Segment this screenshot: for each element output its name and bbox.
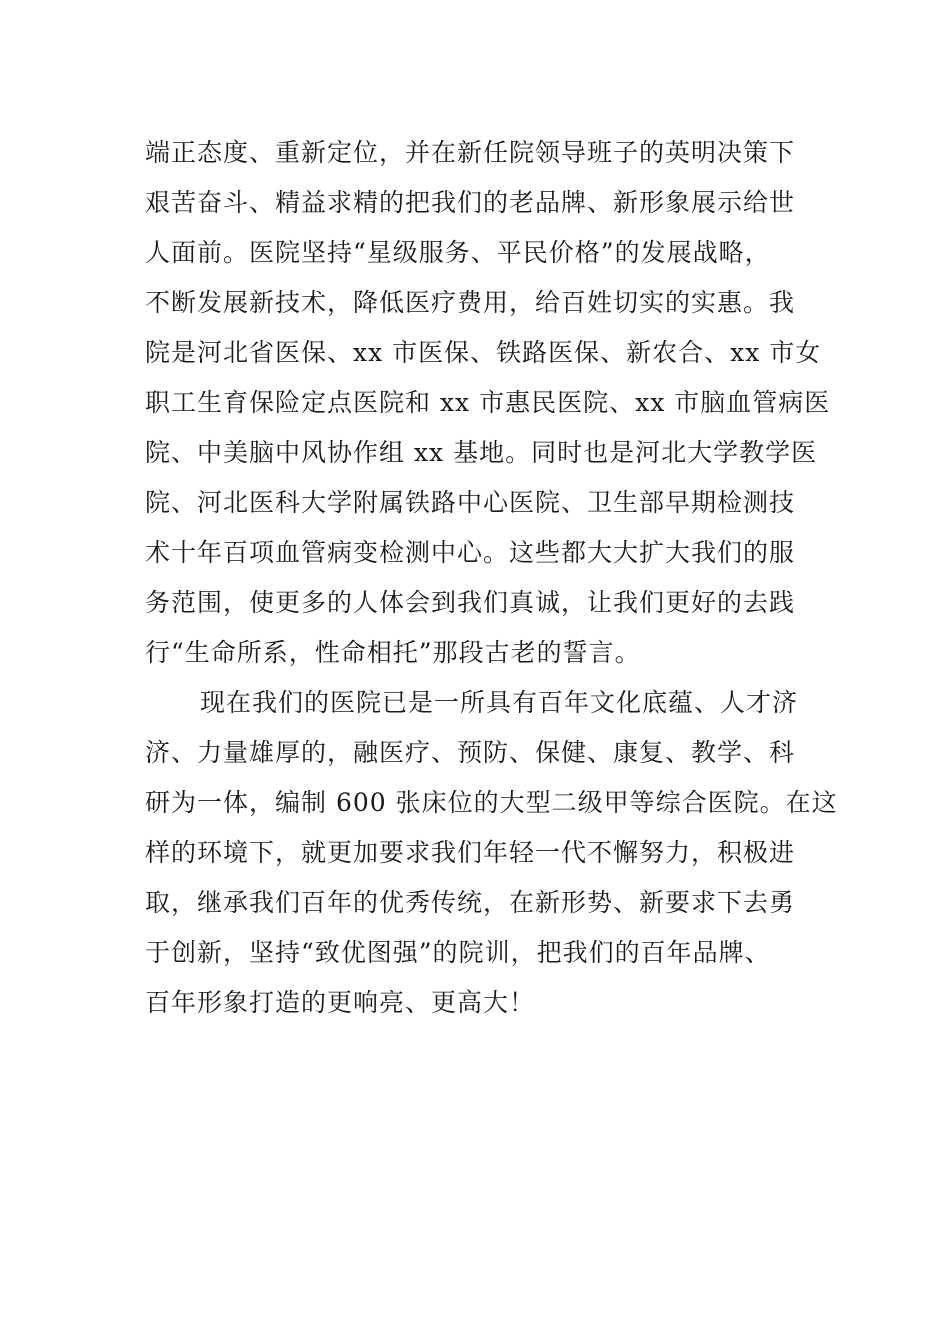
paragraph-line: 艰苦奋斗、精益求精的把我们的老品牌、新形象展示给世 (145, 188, 796, 217)
paragraph-line: 院是河北省医保、xx 市医保、铁路医保、新农合、xx 市女 (145, 338, 822, 367)
paragraph-2 (145, 678, 838, 1028)
paragraph-line: 济、力量雄厚的，融医疗、预防、保健、康复、教学、科 (145, 738, 796, 767)
paragraph-line: 院、中美脑中风协作组 xx 基地。同时也是河北大学教学医 (145, 438, 818, 467)
paragraph-line: 职工生育保险定点医院和 xx 市惠民医院、xx 市脑血管病医 (145, 388, 831, 417)
document-body (145, 128, 838, 1028)
paragraph-line: 样的环境下，就更加要求我们年轻一代不懈努力，积极进 (145, 838, 796, 867)
paragraph-line: 百年形象打造的更响亮、更高大！ (145, 988, 536, 1017)
paragraph-line: 研为一体，编制 600 张床位的大型二级甲等综合医院。在这 (145, 788, 838, 817)
paragraph-line: 端正态度、重新定位，并在新任院领导班子的英明决策下 (145, 138, 796, 167)
paragraph-line: 术十年百项血管病变检测中心。这些都大大扩大我们的服 (145, 538, 796, 567)
paragraph-line: 行“生命所系，性命相托”那段古老的誓言。 (145, 638, 641, 667)
paragraph-line: 取，继承我们百年的优秀传统，在新形势、新要求下去勇 (145, 888, 796, 917)
paragraph-line: 不断发展新技术，降低医疗费用，给百姓切实的实惠。我 (145, 288, 796, 317)
paragraph-line: 现在我们的医院已是一所具有百年文化底蕴、人才济 (200, 688, 799, 717)
paragraph-line: 务范围，使更多的人体会到我们真诚，让我们更好的去践 (145, 588, 796, 617)
paragraph-line: 于创新，坚持“致优图强”的院训，把我们的百年品牌、 (145, 938, 771, 967)
paragraph-1 (145, 128, 831, 678)
paragraph-line: 院、河北医科大学附属铁路中心医院、卫生部早期检测技 (145, 488, 796, 517)
paragraph-line: 人面前。医院坚持“星级服务、平民价格”的发展战略， (145, 238, 771, 267)
